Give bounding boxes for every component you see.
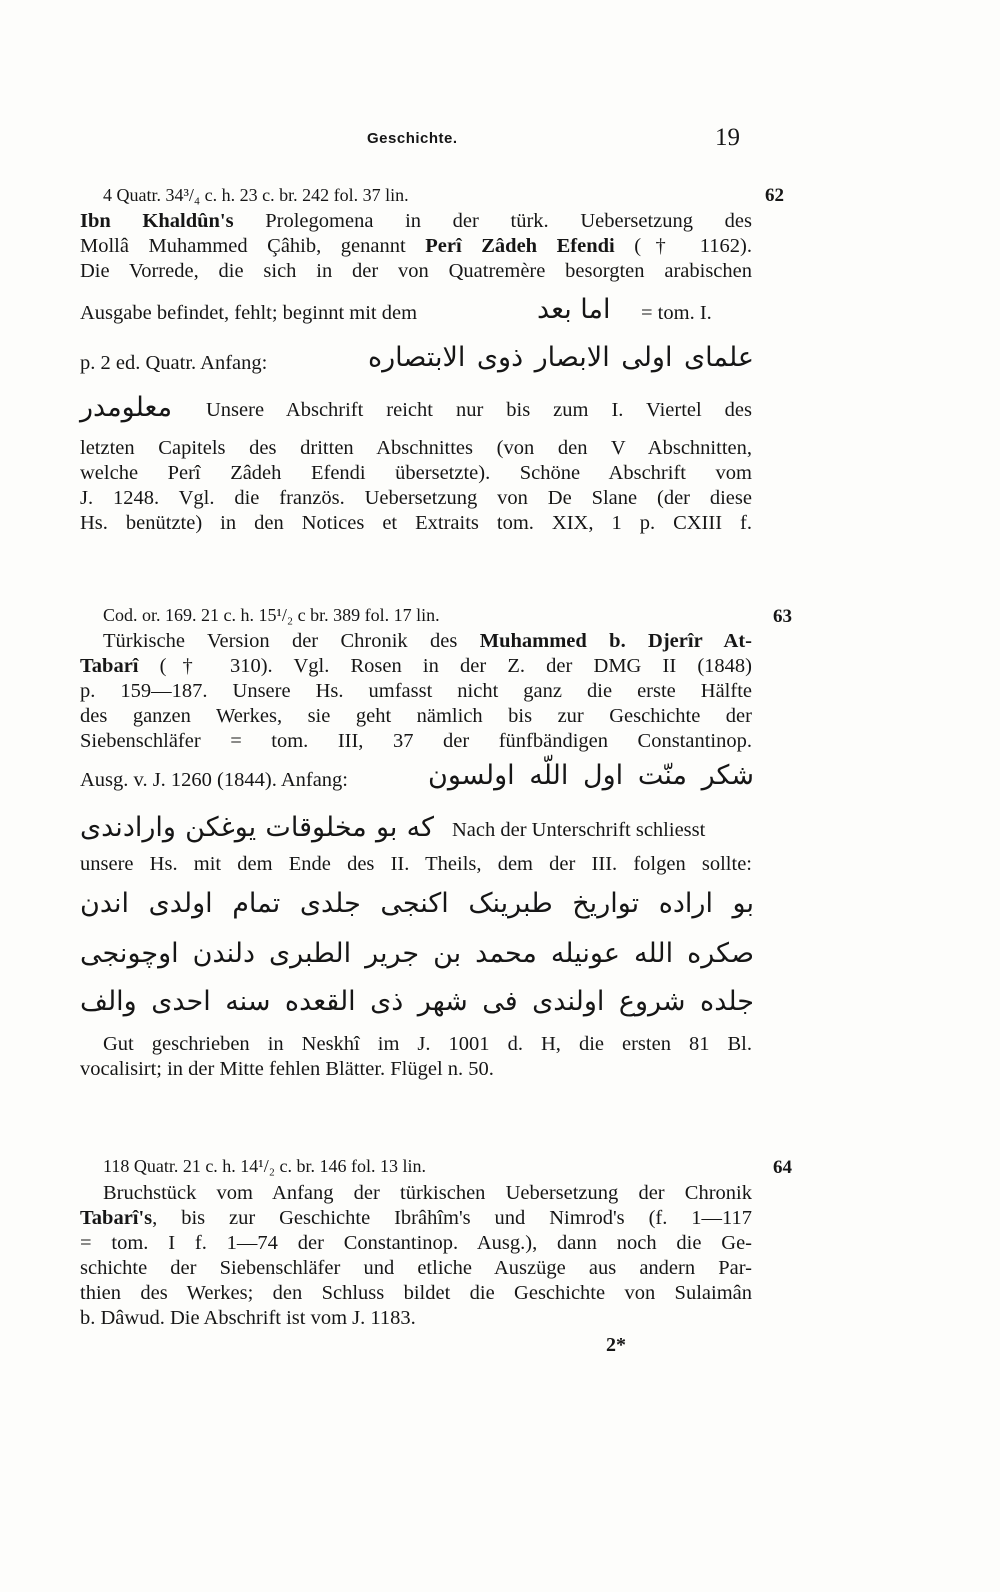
text-line — [80, 234, 752, 258]
text-span: Mollâ Muhammed Çâhib, genannt — [80, 235, 426, 257]
author-name: Tabarî — [80, 655, 139, 677]
text-line: thien des Werkes; den Schluss bildet die Geschichte von Sulaimân — [80, 1282, 752, 1304]
entry-number: 63 — [773, 606, 792, 627]
text-line: Ausg. v. J. 1260 (1844). Anfang: — [80, 769, 349, 791]
text-line: schichte der Siebenschläfer und etliche Auszüge aus andern Par- — [80, 1257, 752, 1279]
text-line — [80, 654, 752, 678]
author-name: Tabarî's — [80, 1207, 153, 1229]
text-line: vocalisirt; in der Mitte fehlen Blätter. Flügel n. 50. — [80, 1058, 494, 1080]
arabic-text: علمای اولی الابصار ذوی الابتصاره — [368, 342, 754, 373]
entry-number: 62 — [765, 185, 784, 206]
text-line: unsere Hs. mit dem Ende des II. Theils, dem der III. folgen sollte: — [80, 853, 752, 875]
text-span: († 310). Vgl. Rosen in der Z. der DMG II (1848) — [138, 655, 752, 677]
text-line — [80, 209, 752, 233]
running-head: Geschichte. — [367, 130, 458, 147]
text-span: Prolegomena in der türk. Uebersetzung des — [233, 210, 752, 232]
text-line: b. Dâwud. Die Abschrift ist vom J. 1183. — [80, 1307, 416, 1329]
entry-number: 64 — [773, 1157, 792, 1178]
entry-meta: 4 Quatr. 34³/₄ c. h. 23 c. br. 242 fol. 37 lin. — [103, 185, 409, 205]
text-line: Die Vorrede, die sich in der von Quatremère besorgten arabischen — [80, 260, 752, 282]
text-line: welche Perî Zâdeh Efendi übersetzte). Schöne Abschrift vom — [80, 462, 752, 484]
arabic-text: اما بعد — [537, 294, 611, 325]
text-line: Unsere Abschrift reicht nur bis zum I. Viertel des — [206, 399, 752, 421]
text-line — [80, 1206, 752, 1230]
text-line: p. 159—187. Unsere Hs. umfasst nicht ganz die erste Hälfte — [80, 680, 752, 702]
text-line: Hs. benützte) in den Notices et Extraits tom. XIX, 1 p. CXIII f. — [80, 512, 752, 534]
text-line: Ausgabe befindet, fehlt; beginnt mit dem — [80, 302, 418, 324]
text-span: , bis zur Geschichte Ibrâhîm's und Nimrod's (f. 1—117 — [152, 1207, 752, 1229]
text-line: letzten Capitels des dritten Abschnittes (von den V Abschnitten, — [80, 437, 752, 459]
text-line: p. 2 ed. Quatr. Anfang: — [80, 352, 268, 374]
arabic-text: معلومدر — [80, 392, 173, 423]
translator-name: Perî Zâdeh Efendi — [425, 235, 615, 257]
text-span: Türkische Version der Chronik des — [103, 630, 480, 652]
entry-meta: 118 Quatr. 21 c. h. 14¹/₂ c. br. 146 fol. 13 lin. — [103, 1156, 426, 1176]
text-line: Siebenschläfer = tom. III, 37 der fünfbändigen Constantinop. — [80, 730, 752, 752]
text-line: = tom. I. — [641, 302, 712, 324]
arabic-colophon-line: جلده شروع اولندی فی شهر ذی القعده سنه احدی والف — [80, 986, 754, 1017]
arabic-text: شکر منّت اول اللّه اولسون — [428, 760, 754, 791]
printer-signature: 2* — [606, 1334, 626, 1356]
arabic-colophon-line: بو اراده تواریخ طبرینک اکنجی جلدی تمام اولدی اندن — [80, 888, 754, 919]
author-name: Ibn Khaldûn's — [80, 210, 234, 232]
text-line — [103, 629, 752, 653]
text-line: Gut geschrieben in Neskhî im J. 1001 d. H, die ersten 81 Bl. — [103, 1033, 752, 1055]
arabic-text: که بو مخلوقات یوغکن وارادندی — [80, 812, 434, 843]
entry-meta: Cod. or. 169. 21 c. h. 15¹/₂ c br. 389 fol. 17 lin. — [103, 605, 440, 625]
author-name: Muhammed b. Djerîr At- — [479, 630, 752, 652]
arabic-colophon-line: صکره الله عونیله محمد بن جریر الطبری دلندن اوچونجی — [80, 938, 754, 969]
text-line: Bruchstück vom Anfang der türkischen Uebersetzung der Chronik — [103, 1182, 752, 1204]
text-line: Nach der Unterschrift schliesst — [452, 819, 706, 841]
page-number: 19 — [715, 124, 740, 151]
text-line: J. 1248. Vgl. die französ. Uebersetzung von De Slane (der diese — [80, 487, 752, 509]
text-line: des ganzen Werkes, sie geht nämlich bis zur Geschichte der — [80, 705, 752, 727]
text-span: († 1162). — [614, 235, 752, 257]
text-line: = tom. I f. 1—74 der Constantinop. Ausg.), dann noch die Ge- — [80, 1232, 752, 1254]
